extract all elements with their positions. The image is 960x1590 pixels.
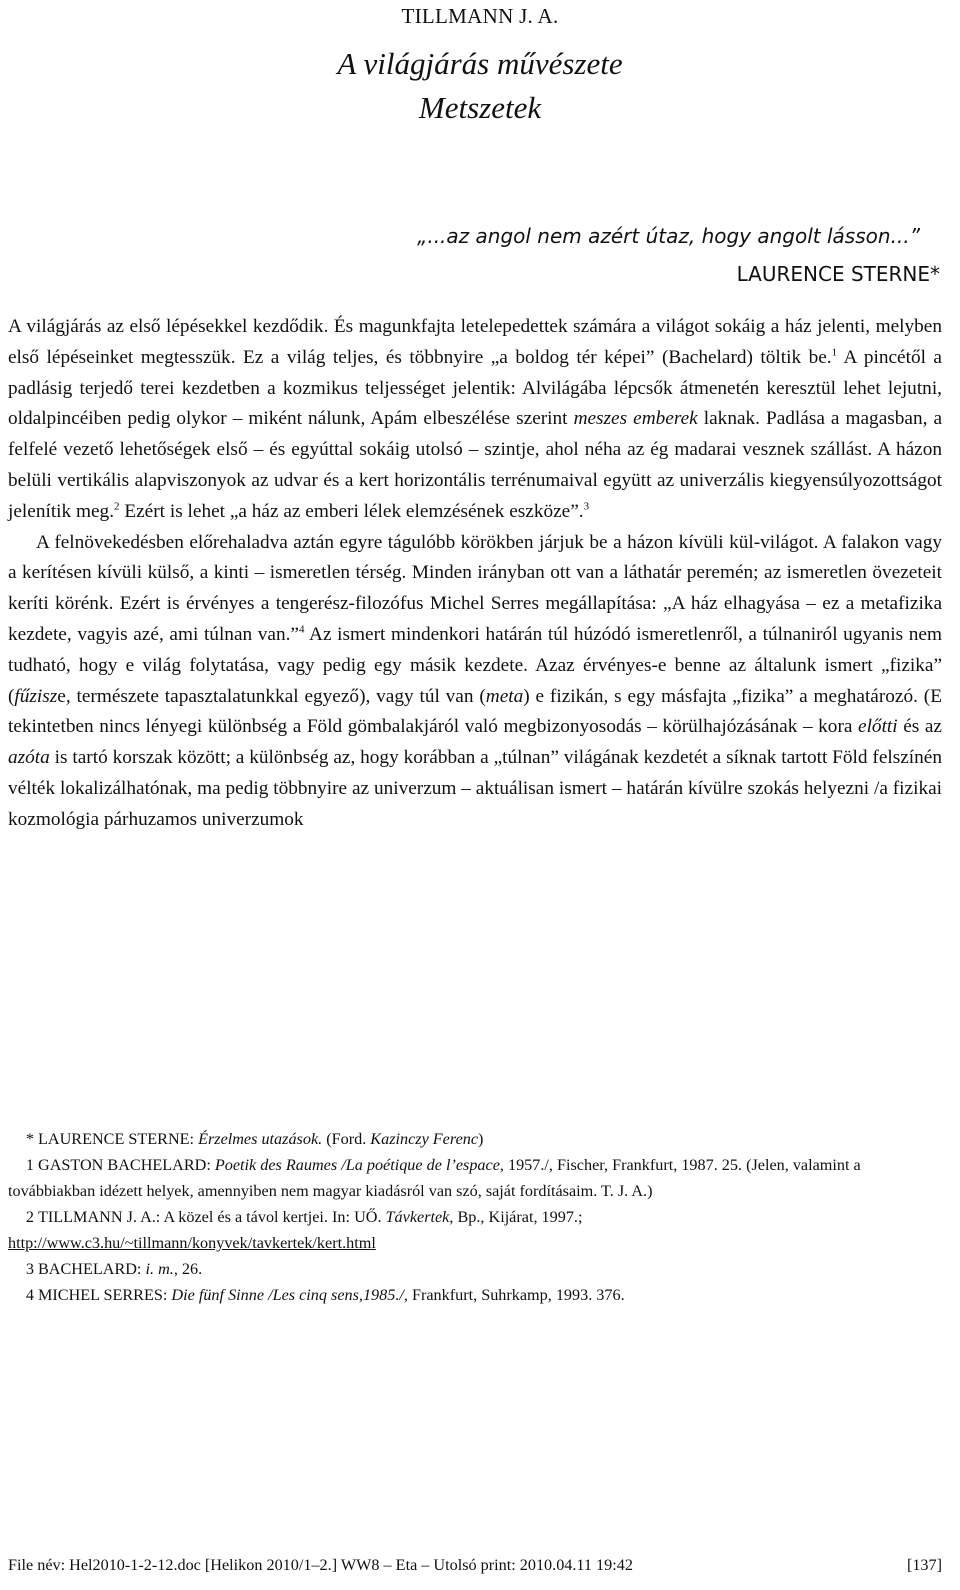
footnote-star: * LAURENCE STERNE: Érzelmes utazások. (Ford. Kazinczy Ferenc) <box>25 1130 484 1148</box>
running-header-author: TILLMANN J. A. <box>401 4 559 28</box>
footnotes <box>8 1126 942 1308</box>
article-subtitle: Metszetek <box>418 90 542 125</box>
footnote-4: 4 MICHEL SERRES: Die fünf Sinne /Les cinq sens,1985./, Frankfurt, Suhrkamp, 1993. 376. <box>25 1286 625 1304</box>
page-number: [137] <box>906 1556 942 1574</box>
footnote-ref-3[interactable]: 3 <box>583 500 590 513</box>
footnote-ref-2[interactable]: 2 <box>114 500 120 513</box>
page-footer <box>8 1556 942 1575</box>
epigraph-quote: „...az angol nem azért útaz, hogy angolt lásson...” <box>416 224 920 248</box>
footnote-3: 3 BACHELARD: i. m., 26. <box>25 1260 203 1278</box>
footnote-link[interactable]: http://www.c3.hu/~tillmann/konyvek/tavkertek/kert.html <box>8 1234 376 1252</box>
article-title: A világjárás művészete <box>337 46 623 81</box>
epigraph-author: LAURENCE STERNE* <box>736 262 940 286</box>
paragraph-1: A világjárás az első lépésekkel kezdődik. És magunkfajta letelepedettek számára a világot sokáig a ház jelenti, melyben első lépéseinket megtesszük. Ez a világ teljes, és többnyire „a boldog tér képei” (Bachelard) töltik be.$^1$ A pincétől a padlásig terjedő terei kezdetben a kozmikus teljességet jelentik: Alvilágába lépcsők átmenetén keresztül lehet lejutni, oldalpincéiben pedig olykor – miként nálunk, Apám elbeszélése szerint meszes emberek laknak. Padlása a magasban, a felfelé vezető lehetőségek első – és egyúttal sokáig utolsó – szintje, ahol néha az ég madarai vesznek szállást. A házon belüli vertikális alapviszonyok az udvar és a kert horizontális terrénumaival együtt az univerzális kiegyensúlyozottságot jelenítik meg.$^2$ Ezért is lehet „a ház az emberi lélek elemzésének eszköze”.$^3$ <box>8 316 943 522</box>
footer-file-info: File név: Hel2010-1-2-12.doc [Helikon 2010/1–2.] WW8 – Eta – Utolsó print: 2010.04.11 19:42 <box>8 1556 633 1574</box>
footnote-1: 1 GASTON BACHELARD: Poetik des Raumes /La poétique de l’espace, 1957./, Fischer, Frankfurt, 1987. 25. (Jelen, valamint a továbbiakban idézett helyek, amennyiben nem magyar kiadásról van szó, saját fordításaim. T. J. A.) <box>8 1156 861 1200</box>
paragraph-2: A felnövekedésben előrehaladva aztán egyre tágulóbb körökben járjuk be a házon kívüli kül-világot. A falakon vagy a kerítésen kívüli külső, a kinti – ismeretlen térség. Minden irányban ott van a láthatár peremén; az ismeretlen övezeteit keríti körénk. Ezért is érvényes a tengerész-filozófus Michel Serres megállapítása: „A ház elhagyása – ez a metafizika kezdete, vagyis azé, ami túlnan van.”$^4$ Az ismert mindenkori határán túl húzódó ismeretlenről, a túlnaniról ugyanis nem tudható, hogy e világ folytatása, vagy pedig egy másik kezdete. Azaz érvényes-e benne az általunk ismert „fizika” (fűzisze, természete tapasztalatunkkal egyező), vagy túl van (meta) e fizikán, s egy másfajta „fizika” a meghatározó. (E tekintetben nincs lényegi különbség a Föld gömbalakjáról való megbizonyosodás – körülhajózásának – kora előtti és az azóta is tartó korszak között; a különbség az, hogy korábban a „túlnan” világának kezdetét a síknak tartott Föld felszínén vélték lokalizálhatónak, ma pedig többnyire az univerzum – aktuálisan ismert – határán kívülre szokás helyezni /a fizikai kozmológia párhuzamos univerzumok <box>8 531 942 830</box>
footnote-2: 2 TILLMANN J. A.: A közel és a távol kertjei. In: UŐ. Távkertek, Bp., Kijárat, 1997.; http://www.c3.hu/~tillmann/konyvek/tavkertek/kert.html <box>8 1208 583 1252</box>
footnote-ref-4[interactable]: 4 <box>298 623 305 636</box>
footnote-ref-1[interactable]: 1 <box>831 346 838 359</box>
body-text <box>8 312 942 836</box>
